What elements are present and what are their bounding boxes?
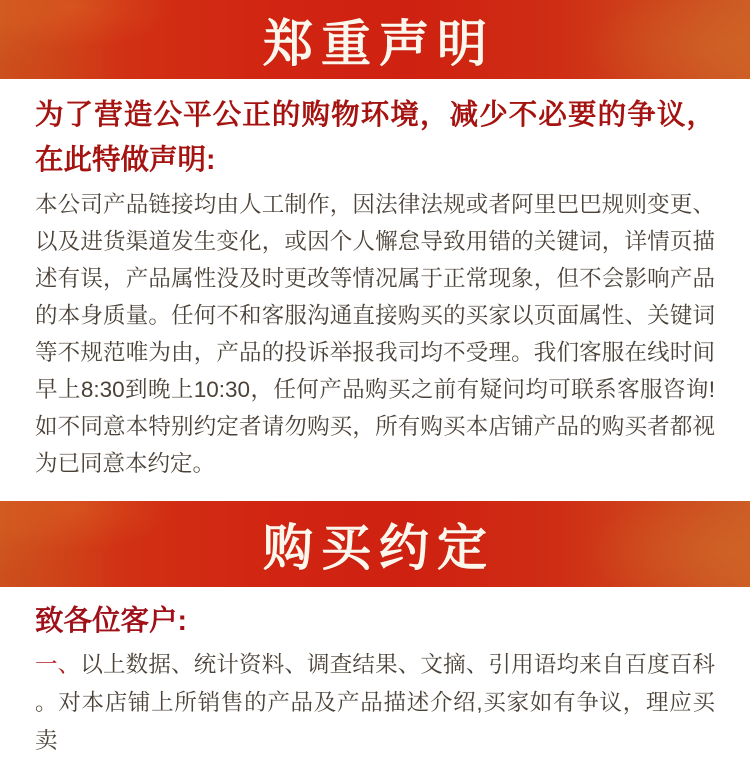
declaration-banner (0, 0, 750, 79)
agreement-salutation: 致各位客户: (35, 605, 187, 637)
agreement-body-line (35, 646, 715, 684)
declaration-body-line: 如不同意本特别约定者请勿购买，所有购买本店铺产品的购买者都视 (35, 414, 715, 439)
declaration-heading-line: 为了营造公平公正的购物环境，减少不必要的争议， (35, 99, 715, 131)
declaration-heading-line: 在此特做声明: (35, 144, 216, 176)
agreement-banner (0, 501, 750, 587)
agreement-body-line: 。对本店铺上所销售的产品及产品描述介绍,买家如有争议，理应买卖 (35, 690, 715, 753)
declaration-body-line: 早上8:30到晚上10:30，任何产品购买之前有疑问均可联系客服咨询! (35, 377, 715, 402)
declaration-body-line: 以及进货渠道发生变化，或因个人懈怠导致用错的关键词，详情页描 (35, 229, 715, 254)
declaration-body-line: 为已同意本约定。 (35, 451, 216, 476)
declaration-body-line: 本公司产品链接均由人工制作，因法律法规或者阿里巴巴规则变更、 (35, 192, 715, 217)
declaration-body-line: 的本身质量。任何不和客服沟通直接购买的买家以页面属性、关键词 (35, 303, 715, 328)
declaration-body-line: 述有误，产品属性没及时更改等情况属于正常现象，但不会影响产品 (35, 266, 715, 291)
agreement-body (35, 646, 715, 760)
agreement-banner-title: 购买约定 (263, 520, 495, 576)
declaration-banner-title: 郑重声明 (263, 15, 495, 72)
declaration-body-line: 等不规范唯为由，产品的投诉举报我司均不受理。我们客服在线时间 (35, 340, 715, 365)
declaration-section (0, 93, 750, 482)
agreement-section (0, 587, 750, 760)
declaration-body (35, 186, 715, 482)
list-item-marker: 一、 (35, 652, 81, 677)
agreement-item-text: 以上数据、统计资料、调查结果、文摘、引用语均来自百度百科 (80, 652, 715, 677)
declaration-heading (35, 93, 715, 183)
